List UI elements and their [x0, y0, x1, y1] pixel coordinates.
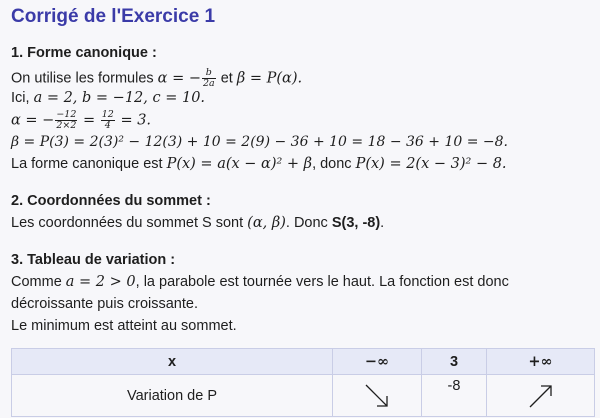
- canon-specific-formula: P(x) = 2(x − 3)² − 8.: [355, 156, 507, 172]
- header-minus-infinity: −∞: [333, 349, 422, 375]
- frac-den: 4: [104, 120, 111, 131]
- section3-line1: [11, 274, 509, 290]
- frac-den: 2a: [202, 78, 215, 89]
- vertex-result: S(3, -8): [331, 215, 381, 231]
- canon-general-formula: P(x) = a(x − α)² + β: [166, 156, 313, 172]
- minimum-value-cell: [422, 375, 487, 417]
- variation-table: [11, 348, 595, 417]
- section1-alpha-line: [11, 110, 151, 131]
- values-prefix: Ici,: [11, 90, 34, 106]
- section2-mid: . Donc: [285, 215, 332, 231]
- frac-num: b: [202, 68, 216, 79]
- alpha-calc-mid: =: [78, 112, 100, 129]
- fraction-12-over-4: [101, 110, 115, 131]
- section3-heading: 3. Tableau de variation :: [11, 252, 176, 268]
- coefficient-values: a = 2, b = −12, c = 10.: [33, 90, 206, 106]
- increasing-cell: [487, 375, 595, 417]
- vertex-pair: (α, β): [247, 215, 286, 231]
- section2-text-line: [11, 215, 384, 231]
- page-title: Corrigé de l'Exercice 1: [11, 6, 216, 27]
- section3-line3: Le minimum est atteint au sommet.: [11, 318, 237, 334]
- section1-values-line: [11, 90, 205, 106]
- canon-prefix: La forme canonique est: [11, 156, 167, 172]
- section2-prefix: Les coordonnées du sommet S sont: [11, 215, 248, 231]
- section2-end: .: [380, 215, 385, 231]
- header-x: x: [12, 349, 333, 375]
- minimum-value: -8: [447, 378, 461, 394]
- section1-heading: 1. Forme canonique :: [11, 45, 157, 61]
- table-row: [12, 375, 595, 417]
- alpha-calc-right: = 3.: [115, 112, 152, 129]
- intro-mid: et: [216, 70, 237, 87]
- fraction-minus12-over-2x2: [55, 110, 77, 131]
- alpha-formula-left: α = −: [157, 70, 201, 87]
- fraction-b-over-2a: [202, 68, 216, 89]
- section2-heading: 2. Coordonnées du sommet :: [11, 193, 211, 209]
- up-right-arrow-icon: [526, 381, 556, 411]
- canon-mid: , donc: [312, 156, 356, 172]
- frac-num: 12: [101, 109, 114, 120]
- header-three: 3: [422, 349, 487, 375]
- alpha-calc-left: α = −: [11, 112, 55, 129]
- positivity-condition: a = 2 > 0: [65, 274, 136, 290]
- frac-den: 2×2: [56, 120, 77, 131]
- down-right-arrow-icon: [362, 381, 392, 411]
- row-label: Variation de P: [12, 375, 333, 417]
- intro-prefix: On utilise les formules: [11, 70, 158, 87]
- table-header-row: [12, 349, 595, 375]
- section1-intro-line: [11, 68, 302, 89]
- section1-canonical-line: [11, 156, 507, 172]
- beta-formula: β = P(α).: [236, 70, 303, 87]
- decreasing-cell: [333, 375, 422, 417]
- header-plus-infinity: +∞: [487, 349, 595, 375]
- section3-line2: décroissante puis croissante.: [11, 296, 198, 312]
- frac-num: −12: [56, 109, 77, 120]
- section3-prefix: Comme: [11, 274, 66, 290]
- section3-line1-rest: , la parabole est tournée vers le haut. La fonction est donc: [135, 274, 509, 290]
- section1-beta-line: β = P(3) = 2(3)² − 12(3) + 10 = 2(9) − 36 + 10 = 18 − 36 + 10 = −8.: [11, 134, 508, 150]
